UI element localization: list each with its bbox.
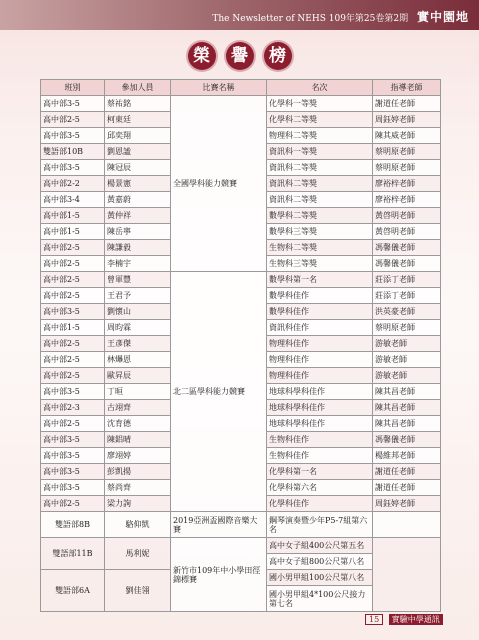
table-cell: 黃嘉蔚	[105, 192, 171, 208]
table-cell: 高中部3-5	[41, 160, 105, 176]
table-cell: 高中部3-5	[41, 448, 105, 464]
table-body	[41, 96, 441, 612]
table-cell: 蔡明原老師	[373, 144, 441, 160]
table-cell: 柯東廷	[105, 112, 171, 128]
title-char: 榜	[264, 42, 292, 70]
column-header: 參加人員	[105, 80, 171, 96]
title-char: 榮	[188, 42, 216, 70]
table-cell: 蔡祐銘	[105, 96, 171, 112]
table-cell: 游敏老師	[373, 336, 441, 352]
table-cell: 國小男甲組100公尺第八名	[267, 570, 373, 586]
table-cell: 高中部2-5	[41, 416, 105, 432]
table-cell: 高中部1-5	[41, 208, 105, 224]
table-cell: 彭凱揚	[105, 464, 171, 480]
table-cell: 邱奕翔	[105, 128, 171, 144]
header-banner	[0, 0, 479, 30]
table-cell: 高中部3-5	[41, 128, 105, 144]
table-cell: 沈育德	[105, 416, 171, 432]
table-cell: 黃仲祥	[105, 208, 171, 224]
table-cell: 莊添丁老師	[373, 288, 441, 304]
table-cell: 高中部2-5	[41, 352, 105, 368]
table-cell: 化學科一等獎	[267, 96, 373, 112]
table-cell: 洪英豪老師	[373, 304, 441, 320]
table-cell: 雙語部11B	[41, 538, 105, 570]
table-cell: 高中部1-5	[41, 224, 105, 240]
table-cell: 生物科二等獎	[267, 240, 373, 256]
title-char: 譽	[226, 42, 254, 70]
table-cell: 周鈺婷老師	[373, 496, 441, 512]
page-footer	[365, 614, 443, 625]
table-cell: 王彥傑	[105, 336, 171, 352]
page-title	[0, 42, 479, 70]
table-cell: 物理科佳作	[267, 352, 373, 368]
table-cell: 馮馨儀老師	[373, 432, 441, 448]
table-cell: 高中女子組400公尺第五名	[267, 538, 373, 554]
table-cell: 高中部2-3	[41, 400, 105, 416]
table-row	[41, 538, 441, 554]
table-cell: 林爗恩	[105, 352, 171, 368]
table-cell: 高中部3-5	[41, 480, 105, 496]
table-cell: 雙語部6A	[41, 570, 105, 612]
table-cell: 周昀霖	[105, 320, 171, 336]
table-cell: 高中部2-5	[41, 112, 105, 128]
table-cell: 蔡明原老師	[373, 320, 441, 336]
table-cell: 游敏老師	[373, 368, 441, 384]
table-cell: 資訊科二等獎	[267, 192, 373, 208]
table-cell: 高中部3-5	[41, 432, 105, 448]
table-cell: 生物科佳作	[267, 448, 373, 464]
table-cell: 高中部3-5	[41, 384, 105, 400]
footer-title: 實驗中學通訊	[389, 614, 443, 625]
table-cell: 蔡尚齊	[105, 480, 171, 496]
table-cell: 黃啓明老師	[373, 208, 441, 224]
table-cell: 資訊科佳作	[267, 320, 373, 336]
table-cell: 高中部2-5	[41, 272, 105, 288]
table-cell: 楊維邦老師	[373, 448, 441, 464]
column-header: 名次	[267, 80, 373, 96]
page-number: 15	[365, 614, 383, 625]
table-cell: 王君予	[105, 288, 171, 304]
table-cell: 楊景憲	[105, 176, 171, 192]
table-cell	[373, 512, 441, 538]
table-cell: 曾軍豐	[105, 272, 171, 288]
table-cell: 高中部2-5	[41, 288, 105, 304]
table-cell: 古翊齊	[105, 400, 171, 416]
table-cell: 化學科第六名	[267, 480, 373, 496]
header-text	[212, 8, 469, 25]
table-cell: 資訊科二等獎	[267, 160, 373, 176]
table-cell: 資訊科二等獎	[267, 176, 373, 192]
table-cell: 物理科佳作	[267, 368, 373, 384]
table-cell: 鋼琴演奏暨少年P5-7組第六名	[267, 512, 373, 538]
table-cell: 數學科第一名	[267, 272, 373, 288]
table-cell: 數學科三等獎	[267, 224, 373, 240]
table-cell: 廖裕梓老師	[373, 176, 441, 192]
table-cell: 高中部2-2	[41, 176, 105, 192]
table-cell: 化學科第一名	[267, 464, 373, 480]
table-cell: 化學科二等獎	[267, 112, 373, 128]
table-cell: 高中部3-4	[41, 192, 105, 208]
table-cell: 雙語部10B	[41, 144, 105, 160]
table-cell: 數學科佳作	[267, 304, 373, 320]
table-cell: 梁力詢	[105, 496, 171, 512]
table-cell: 李楠宇	[105, 256, 171, 272]
column-header: 班別	[41, 80, 105, 96]
table-cell: 廖翊婷	[105, 448, 171, 464]
table-cell: 游敏老師	[373, 352, 441, 368]
table-cell: 數學科佳作	[267, 288, 373, 304]
table-cell: 物理科二等獎	[267, 128, 373, 144]
table-row	[41, 512, 441, 538]
table-cell: 高中部2-5	[41, 368, 105, 384]
table-cell: 陳冠辰	[105, 160, 171, 176]
table-cell: 高中部2-5	[41, 256, 105, 272]
table-cell: 化學科佳作	[267, 496, 373, 512]
table-cell: 黃啓明老師	[373, 224, 441, 240]
table-cell: 高中部3-5	[41, 464, 105, 480]
table-cell: 謝道任老師	[373, 480, 441, 496]
table-cell: 周鈺婷老師	[373, 112, 441, 128]
table-cell: 北二區學科能力競賽	[171, 272, 267, 512]
table-cell: 資訊科一等獎	[267, 144, 373, 160]
table-cell: 陳其昌老師	[373, 384, 441, 400]
table-cell: 物理科佳作	[267, 336, 373, 352]
table-cell: 馮馨儀老師	[373, 240, 441, 256]
table-cell: 莊添丁老師	[373, 272, 441, 288]
table-cell: 謝道任老師	[373, 96, 441, 112]
table-cell: 高中部3-5	[41, 96, 105, 112]
table-cell: 駱仰凱	[105, 512, 171, 538]
table-cell	[373, 538, 441, 612]
table-cell: 高中部3-5	[41, 304, 105, 320]
table-cell: 陳其威老師	[373, 128, 441, 144]
section-name: 實中園地	[416, 10, 469, 24]
table-cell: 雙語部8B	[41, 512, 105, 538]
table-cell: 謝道任老師	[373, 464, 441, 480]
table-cell: 廖裕梓老師	[373, 192, 441, 208]
table-header-row	[41, 80, 441, 96]
newsletter-name: The Newsletter of NEHS 109年第25卷第2期	[212, 14, 409, 24]
table-cell: 陳謙毅	[105, 240, 171, 256]
table-cell: 馮馨儀老師	[373, 256, 441, 272]
table-cell: 陳其昌老師	[373, 416, 441, 432]
table-row	[41, 96, 441, 112]
table-cell: 地球科學科佳作	[267, 416, 373, 432]
table-cell: 2019亞洲盃國際音樂大賽	[171, 512, 267, 538]
table-cell: 地球科學科佳作	[267, 400, 373, 416]
table-cell: 劉恩謐	[105, 144, 171, 160]
table-cell: 地球科學科佳作	[267, 384, 373, 400]
table-cell: 高中部2-5	[41, 240, 105, 256]
table-cell: 高中女子組800公尺第八名	[267, 554, 373, 570]
honor-roll-table	[40, 79, 441, 612]
table-cell: 蔡明原老師	[373, 160, 441, 176]
table-cell: 生物科佳作	[267, 432, 373, 448]
table-cell: 國小男甲組4*100公尺接力第七名	[267, 586, 373, 612]
table-cell: 陳鋁晴	[105, 432, 171, 448]
table-cell: 新竹市109年中小學田徑錦標賽	[171, 538, 267, 612]
table-cell: 馬利妮	[105, 538, 171, 570]
table-cell: 歐昇辰	[105, 368, 171, 384]
table-cell: 生物科三等獎	[267, 256, 373, 272]
table-cell: 高中部1-5	[41, 320, 105, 336]
table-cell: 數學科二等獎	[267, 208, 373, 224]
column-header: 比賽名稱	[171, 80, 267, 96]
table-cell: 高中部2-5	[41, 496, 105, 512]
table-cell: 全國學科能力競賽	[171, 96, 267, 272]
table-cell: 劉佳翎	[105, 570, 171, 612]
column-header: 指導老師	[373, 80, 441, 96]
table-row	[41, 272, 441, 288]
table-cell: 高中部2-5	[41, 336, 105, 352]
table-cell: 劉懷山	[105, 304, 171, 320]
table-cell: 丁晅	[105, 384, 171, 400]
table-cell: 陳其昌老師	[373, 400, 441, 416]
table-cell: 陳岳寧	[105, 224, 171, 240]
